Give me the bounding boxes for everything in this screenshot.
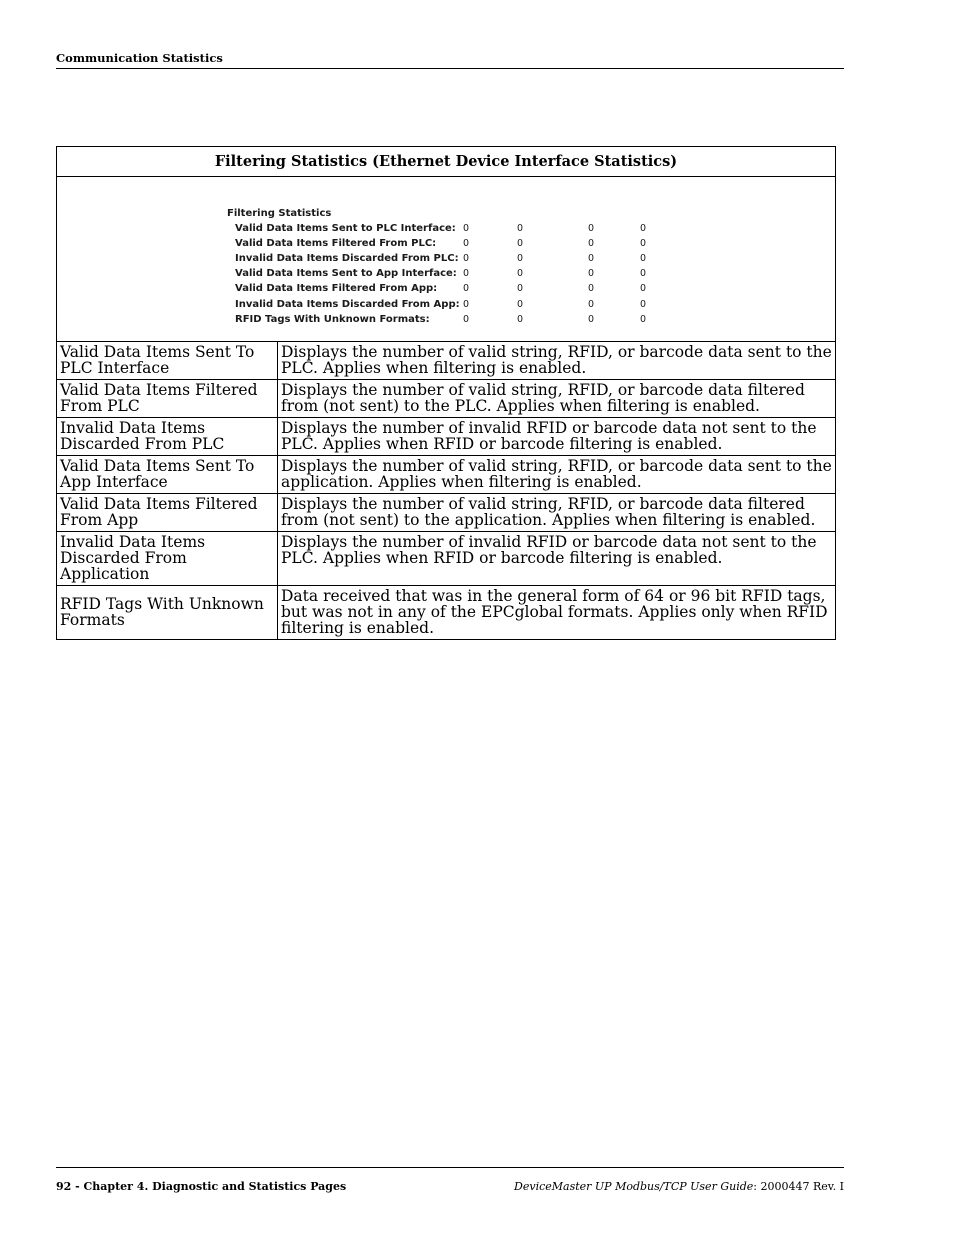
field-description: Displays the number of valid string, RFID, or barcode data sent to the application. Applies when filtering is enabled. <box>278 456 836 494</box>
stat-value: 0 <box>588 283 595 294</box>
stat-value: 0 <box>640 253 647 264</box>
table-row <box>57 418 836 456</box>
stat-value: 0 <box>640 299 647 310</box>
filtering-statistics-screenshot <box>57 177 835 341</box>
stat-value: 0 <box>463 314 470 325</box>
stat-label: Invalid Data Items Discarded From PLC: <box>235 253 459 264</box>
field-description: Displays the number of valid string, RFID, or barcode data filtered from (not sent) to the PLC. Applies when filtering is enabled. <box>278 380 836 418</box>
stat-label: RFID Tags With Unknown Formats: <box>235 314 430 325</box>
stat-value: 0 <box>588 223 595 234</box>
stat-value: 0 <box>463 223 470 234</box>
field-name: Valid Data Items Filtered From App <box>57 494 278 532</box>
field-name: Valid Data Items Filtered From PLC <box>57 380 278 418</box>
stat-label: Valid Data Items Sent to App Interface: <box>235 268 457 279</box>
table-row <box>57 380 836 418</box>
stat-value: 0 <box>463 253 470 264</box>
footer-rule <box>56 1167 844 1168</box>
screenshot-row <box>235 253 835 267</box>
stat-value: 0 <box>517 268 524 279</box>
screenshot-row <box>235 268 835 282</box>
field-description: Displays the number of valid string, RFID, or barcode data sent to the PLC. Applies when filtering is enabled. <box>278 342 836 380</box>
stat-label: Valid Data Items Filtered From PLC: <box>235 238 437 249</box>
stat-value: 0 <box>588 299 595 310</box>
stat-label: Invalid Data Items Discarded From App: <box>235 299 460 310</box>
stat-value: 0 <box>463 283 470 294</box>
footer-guide-title: DeviceMaster UP Modbus/TCP User Guide <box>514 1180 754 1193</box>
table-row <box>57 494 836 532</box>
footer-chapter: 92 - Chapter 4. Diagnostic and Statistics Pages <box>56 1180 347 1193</box>
table-row <box>57 456 836 494</box>
stat-value: 0 <box>517 283 524 294</box>
field-description: Displays the number of invalid RFID or barcode data not sent to the PLC. Applies when RFID or barcode filtering is enabled. <box>278 532 836 586</box>
screenshot-row <box>235 283 835 297</box>
filtering-statistics-table <box>56 146 836 640</box>
screenshot-row <box>235 299 835 313</box>
table-row <box>57 532 836 586</box>
table-caption: Filtering Statistics (Ethernet Device Interface Statistics) <box>57 147 836 177</box>
stat-value: 0 <box>640 314 647 325</box>
field-name: Valid Data Items Sent To PLC Interface <box>57 342 278 380</box>
stat-label: Valid Data Items Sent to PLC Interface: <box>235 223 456 234</box>
stat-value: 0 <box>640 238 647 249</box>
screenshot-title: Filtering Statistics <box>227 208 332 219</box>
stat-label: Valid Data Items Filtered From App: <box>235 283 438 294</box>
stat-value: 0 <box>463 238 470 249</box>
screenshot-row <box>235 223 835 237</box>
screenshot-row <box>235 314 835 328</box>
table-row <box>57 586 836 640</box>
footer-document-title <box>514 1180 844 1193</box>
field-name: Valid Data Items Sent To App Interface <box>57 456 278 494</box>
stat-value: 0 <box>517 238 524 249</box>
field-name: Invalid Data Items Discarded From PLC <box>57 418 278 456</box>
field-description: Displays the number of invalid RFID or barcode data not sent to the PLC. Applies when RFID or barcode filtering is enabled. <box>278 418 836 456</box>
table-row <box>57 342 836 380</box>
stat-value: 0 <box>640 223 647 234</box>
stat-value: 0 <box>517 299 524 310</box>
stat-value: 0 <box>588 314 595 325</box>
stat-value: 0 <box>640 268 647 279</box>
field-description: Displays the number of valid string, RFID, or barcode data filtered from (not sent) to the application. Applies when filtering is enabled. <box>278 494 836 532</box>
field-name: RFID Tags With Unknown Formats <box>57 586 278 640</box>
stat-value: 0 <box>588 253 595 264</box>
screenshot-cell <box>57 177 836 342</box>
screenshot-row <box>235 238 835 252</box>
header-rule <box>56 68 844 69</box>
stat-value: 0 <box>517 314 524 325</box>
footer-revision: : 2000447 Rev. I <box>753 1180 844 1193</box>
field-description: Data received that was in the general form of 64 or 96 bit RFID tags, but was not in any of the EPCglobal formats. Applies only when RFID filtering is enabled. <box>278 586 836 640</box>
stat-value: 0 <box>463 299 470 310</box>
stat-value: 0 <box>517 253 524 264</box>
stat-value: 0 <box>588 238 595 249</box>
stat-value: 0 <box>640 283 647 294</box>
running-head: Communication Statistics <box>56 51 223 65</box>
stat-value: 0 <box>463 268 470 279</box>
field-name: Invalid Data Items Discarded From Application <box>57 532 278 586</box>
stat-value: 0 <box>588 268 595 279</box>
stat-value: 0 <box>517 223 524 234</box>
